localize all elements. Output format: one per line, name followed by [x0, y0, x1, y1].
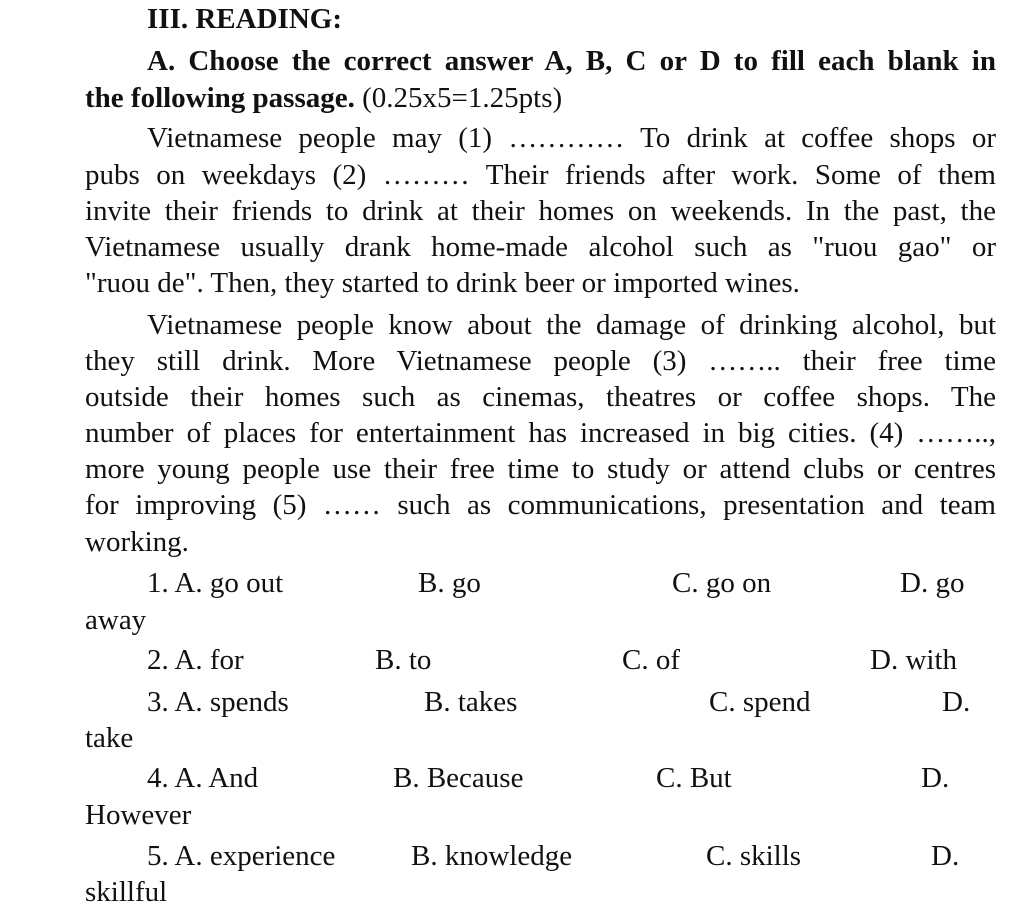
passage-line: "ruou de". Then, they started to drink beer or imported wines.	[85, 267, 800, 299]
option-d-wrap: However	[85, 799, 192, 831]
option-d-wrap: skillful	[85, 876, 168, 908]
passage-line: Vietnamese people know about the damage of drinking alcohol, but	[147, 309, 996, 341]
option-d-wrap: take	[85, 722, 134, 754]
passage-line: Vietnamese usually drank home-made alcohol such as "ruou gao" or	[85, 231, 996, 263]
option-a: 1. A. go out	[147, 567, 284, 599]
option-c: C. go on	[672, 567, 772, 599]
passage-line: pubs on weekdays (2) ……… Their friends after work. Some of them	[85, 159, 996, 191]
option-a: 4. A. And	[147, 762, 259, 794]
option-c: C. skills	[706, 840, 802, 872]
passage-line: working.	[85, 526, 189, 558]
option-c: C. spend	[709, 686, 811, 718]
passage-line: Vietnamese people may (1) ………… To drink at coffee shops or	[147, 122, 996, 154]
task-score: (0.25x5=1.25pts)	[354, 82, 563, 114]
passage-line: number of places for entertainment has increased in big cities. (4) ……..,	[85, 417, 996, 449]
task-instruction-line1: A. Choose the correct answer A, B, C or D to fill each blank in	[147, 45, 996, 77]
option-a: 3. A. spends	[147, 686, 289, 718]
option-b: B. go	[418, 567, 481, 599]
option-c: C. But	[656, 762, 732, 794]
passage-line: invite their friends to drink at their homes on weekends. In the past, the	[85, 195, 996, 227]
option-a: 5. A. experience	[147, 840, 336, 872]
task-instruction-bold: the following passage.	[85, 82, 355, 114]
option-b: B. knowledge	[411, 840, 573, 872]
task-instruction-line2	[85, 82, 562, 115]
option-a: 2. A. for	[147, 644, 244, 676]
option-d: D. go	[900, 567, 965, 599]
option-c: C. of	[622, 644, 680, 676]
option-d: D.	[931, 840, 960, 872]
option-d: D.	[942, 686, 971, 718]
passage-line: for improving (5) …… such as communications, presentation and team	[85, 489, 996, 521]
passage-line: more young people use their free time to study or attend clubs or centres	[85, 453, 996, 485]
option-d: D. with	[870, 644, 957, 676]
section-title: III. READING:	[147, 3, 342, 35]
option-d: D.	[921, 762, 950, 794]
option-d-wrap: away	[85, 604, 147, 636]
option-b: B. Because	[393, 762, 524, 794]
option-b: B. takes	[424, 686, 518, 718]
passage-line: outside their homes such as cinemas, theatres or coffee shops. The	[85, 381, 996, 413]
passage-line: they still drink. More Vietnamese people (3) …….. their free time	[85, 345, 996, 377]
option-b: B. to	[375, 644, 432, 676]
